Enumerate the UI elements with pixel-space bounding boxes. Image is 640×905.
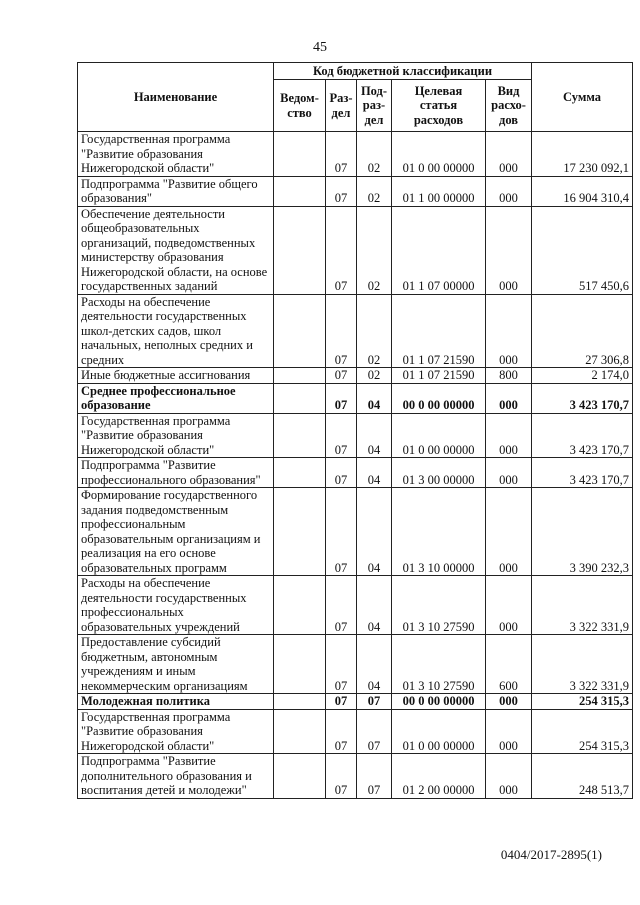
table-row [78, 206, 633, 294]
table-row [78, 132, 633, 177]
cell-name: Иные бюджетные ассигнования [78, 368, 274, 384]
cell-vedomstvo [274, 176, 326, 206]
table-row [78, 635, 633, 694]
cell-razdel: 07 [326, 458, 357, 488]
cell-name: Среднее профессиональное образование [78, 383, 274, 413]
cell-podrazdel: 02 [357, 132, 392, 177]
cell-razdel: 07 [326, 635, 357, 694]
cell-vid: 000 [486, 709, 532, 754]
header-sum: Сумма [532, 63, 633, 132]
cell-statya: 01 3 10 27590 [392, 635, 486, 694]
cell-podrazdel: 04 [357, 576, 392, 635]
cell-sum: 3 423 170,7 [532, 383, 633, 413]
cell-razdel: 07 [326, 709, 357, 754]
cell-sum: 517 450,6 [532, 206, 633, 294]
cell-statya: 01 0 00 00000 [392, 709, 486, 754]
cell-name: Расходы на обеспечение деятельности государственных профессиональных образовательных учреждений [78, 576, 274, 635]
cell-statya: 01 1 07 21590 [392, 368, 486, 384]
cell-vedomstvo [274, 383, 326, 413]
table-row [78, 458, 633, 488]
table-row [78, 413, 633, 458]
cell-razdel: 07 [326, 368, 357, 384]
cell-vid: 000 [486, 383, 532, 413]
cell-sum: 3 322 331,9 [532, 576, 633, 635]
page-number: 45 [313, 40, 327, 55]
cell-statya: 01 3 00 00000 [392, 458, 486, 488]
cell-sum: 3 423 170,7 [532, 413, 633, 458]
cell-sum: 16 904 310,4 [532, 176, 633, 206]
header-podrazdel: Под-раз-дел [357, 80, 392, 132]
cell-sum: 248 513,7 [532, 754, 633, 799]
cell-vid: 000 [486, 694, 532, 710]
cell-sum: 254 315,3 [532, 694, 633, 710]
cell-podrazdel: 04 [357, 383, 392, 413]
cell-vedomstvo [274, 694, 326, 710]
table-row [78, 488, 633, 576]
cell-razdel: 07 [326, 488, 357, 576]
cell-statya: 01 2 00 00000 [392, 754, 486, 799]
cell-razdel: 07 [326, 294, 357, 368]
header-vid: Вид расхо-дов [486, 80, 532, 132]
cell-statya: 00 0 00 00000 [392, 694, 486, 710]
cell-vedomstvo [274, 488, 326, 576]
cell-sum: 3 390 232,3 [532, 488, 633, 576]
cell-statya: 01 1 07 00000 [392, 206, 486, 294]
table-row [78, 368, 633, 384]
cell-podrazdel: 04 [357, 413, 392, 458]
cell-name: Формирование государственного задания подведомственным профессиональным образовательным организациям и реализация на его основе образовательных программ [78, 488, 274, 576]
cell-vid: 000 [486, 754, 532, 799]
cell-razdel: 07 [326, 176, 357, 206]
cell-name: Подпрограмма "Развитие дополнительного образования и воспитания детей и молодежи" [78, 754, 274, 799]
cell-razdel: 07 [326, 754, 357, 799]
header-classification-group: Код бюджетной классификации [274, 63, 532, 80]
header-vedomstvo: Ведом-ство [274, 80, 326, 132]
cell-podrazdel: 04 [357, 458, 392, 488]
cell-vid: 000 [486, 294, 532, 368]
cell-name: Подпрограмма "Развитие профессионального образования" [78, 458, 274, 488]
cell-vedomstvo [274, 368, 326, 384]
cell-vedomstvo [274, 754, 326, 799]
cell-vid: 000 [486, 488, 532, 576]
table-row [78, 176, 633, 206]
cell-podrazdel: 02 [357, 206, 392, 294]
cell-vid: 000 [486, 576, 532, 635]
cell-podrazdel: 07 [357, 694, 392, 710]
cell-sum: 3 423 170,7 [532, 458, 633, 488]
cell-sum: 17 230 092,1 [532, 132, 633, 177]
table-row [78, 383, 633, 413]
cell-vedomstvo [274, 413, 326, 458]
cell-podrazdel: 07 [357, 709, 392, 754]
table-row [78, 754, 633, 799]
cell-sum: 3 322 331,9 [532, 635, 633, 694]
cell-sum: 27 306,8 [532, 294, 633, 368]
cell-podrazdel: 02 [357, 294, 392, 368]
cell-podrazdel: 02 [357, 368, 392, 384]
header-razdel: Раз-дел [326, 80, 357, 132]
header-statya: Целевая статья расходов [392, 80, 486, 132]
cell-name: Государственная программа "Развитие образования Нижегородской области" [78, 709, 274, 754]
budget-table [77, 62, 633, 799]
cell-sum: 2 174,0 [532, 368, 633, 384]
cell-podrazdel: 04 [357, 488, 392, 576]
cell-vedomstvo [274, 709, 326, 754]
cell-podrazdel: 04 [357, 635, 392, 694]
cell-statya: 01 3 10 27590 [392, 576, 486, 635]
cell-vedomstvo [274, 132, 326, 177]
document-code: 0404/2017-2895(1) [500, 847, 602, 862]
cell-razdel: 07 [326, 413, 357, 458]
cell-name: Государственная программа "Развитие образования Нижегородской области" [78, 132, 274, 177]
cell-name: Обеспечение деятельности общеобразовательных организаций, подведомственных министерству образования Нижегородской области, на основе государственных заданий [78, 206, 274, 294]
cell-statya: 00 0 00 00000 [392, 383, 486, 413]
cell-razdel: 07 [326, 132, 357, 177]
cell-statya: 01 1 00 00000 [392, 176, 486, 206]
cell-razdel: 07 [326, 576, 357, 635]
cell-vedomstvo [274, 294, 326, 368]
cell-vedomstvo [274, 635, 326, 694]
cell-name: Молодежная политика [78, 694, 274, 710]
cell-statya: 01 0 00 00000 [392, 132, 486, 177]
cell-vid: 000 [486, 132, 532, 177]
cell-vid: 000 [486, 176, 532, 206]
cell-statya: 01 0 00 00000 [392, 413, 486, 458]
cell-vedomstvo [274, 206, 326, 294]
cell-razdel: 07 [326, 383, 357, 413]
cell-podrazdel: 02 [357, 176, 392, 206]
cell-name: Предоставление субсидий бюджетным, автономным учреждениям и иным некоммерческим организациям [78, 635, 274, 694]
cell-vid: 000 [486, 206, 532, 294]
cell-razdel: 07 [326, 694, 357, 710]
cell-statya: 01 3 10 00000 [392, 488, 486, 576]
table-row [78, 576, 633, 635]
header-name: Наименование [78, 63, 274, 132]
cell-sum: 254 315,3 [532, 709, 633, 754]
cell-name: Расходы на обеспечение деятельности государственных школ-детских садов, школ начальных, неполных средних и средних [78, 294, 274, 368]
cell-name: Подпрограмма "Развитие общего образования" [78, 176, 274, 206]
cell-vid: 800 [486, 368, 532, 384]
table-row [78, 294, 633, 368]
cell-vid: 600 [486, 635, 532, 694]
cell-podrazdel: 07 [357, 754, 392, 799]
cell-vid: 000 [486, 458, 532, 488]
cell-name: Государственная программа "Развитие образования Нижегородской области" [78, 413, 274, 458]
cell-vid: 000 [486, 413, 532, 458]
table-row [78, 709, 633, 754]
cell-vedomstvo [274, 576, 326, 635]
table-row [78, 694, 633, 710]
cell-vedomstvo [274, 458, 326, 488]
cell-statya: 01 1 07 21590 [392, 294, 486, 368]
table-body [78, 132, 633, 799]
cell-razdel: 07 [326, 206, 357, 294]
